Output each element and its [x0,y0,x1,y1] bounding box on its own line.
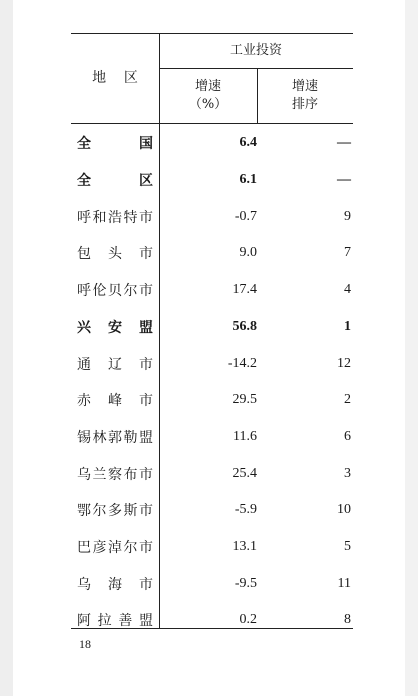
rank-value: 4 [344,282,351,298]
page-number: 18 [79,637,91,651]
header-region: 地 区 [92,70,138,86]
header-rank-line2: 排序 [291,97,318,112]
rank-value: 9 [344,208,351,224]
region-name: 巴 彦 淖 尔 市 [77,540,153,557]
growth-value: 6.1 [239,172,257,188]
top-rule [71,33,353,34]
growth-value: 29.5 [232,392,257,408]
rank-value: 6 [344,428,351,444]
table-row [71,272,353,309]
region-name: 呼 和 浩 特 市 [77,209,153,226]
region-name: 赤 峰 市 [77,393,153,410]
rank-value: — [337,135,351,151]
growth-value: 13.1 [232,539,257,555]
table-row [71,565,353,602]
header-rank-line1: 增速 [291,79,318,94]
growth-value: 11.6 [233,428,257,444]
table-row [71,602,353,639]
growth-value: -9.5 [234,575,257,591]
right-margin-shade [405,0,418,696]
growth-value: 17.4 [232,282,257,298]
growth-value: -5.9 [234,502,257,518]
table-row [71,529,353,566]
growth-value: 9.0 [239,245,257,261]
table-row [71,419,353,456]
region-name: 兴 安 盟 [77,319,153,336]
header-growth-line2: （%） [188,97,228,112]
table-row [71,345,353,382]
header-bottom-rule [71,123,353,124]
table-row [71,235,353,272]
region-name: 乌 海 市 [77,576,153,593]
region-name: 全 区 [77,173,153,190]
rank-value: 2 [344,392,351,408]
growth-value: 6.4 [239,135,257,151]
table-row [71,162,353,199]
region-name: 锡 林 郭 勒 盟 [77,429,153,446]
region-name: 通 辽 市 [77,356,153,373]
rank-value: 7 [344,245,351,261]
rank-value: 1 [344,318,351,334]
rank-value: 11 [337,575,351,591]
region-name: 阿 拉 善 盟 [77,613,153,630]
rank-value: 5 [344,539,351,555]
growth-value: -0.7 [234,208,257,224]
table-row [71,198,353,235]
table-row [71,309,353,346]
header-investment: 工业投资 [229,43,282,58]
table-row [71,125,353,162]
rank-value: 8 [344,612,351,628]
region-name: 呼 伦 贝 尔 市 [77,283,153,300]
rank-value: — [337,172,351,188]
region-name: 乌 兰 察 布 市 [77,466,153,483]
region-name: 鄂 尔 多 斯 市 [77,503,153,520]
growth-value: -14.2 [227,355,257,371]
header-growth-line1: 增速 [194,79,221,94]
growth-value: 56.8 [232,318,257,334]
rank-value: 12 [337,355,351,371]
rank-value: 10 [337,502,351,518]
growth-value: 25.4 [232,465,257,481]
subcolumn-divider [257,68,258,124]
growth-value: 0.2 [239,612,257,628]
rank-value: 3 [344,465,351,481]
region-name: 全 国 [77,136,153,153]
table-row [71,455,353,492]
table-row [71,382,353,419]
subheader-rule [159,68,353,69]
table-row [71,492,353,529]
region-name: 包 头 市 [77,246,153,263]
left-margin-shade [0,0,13,696]
